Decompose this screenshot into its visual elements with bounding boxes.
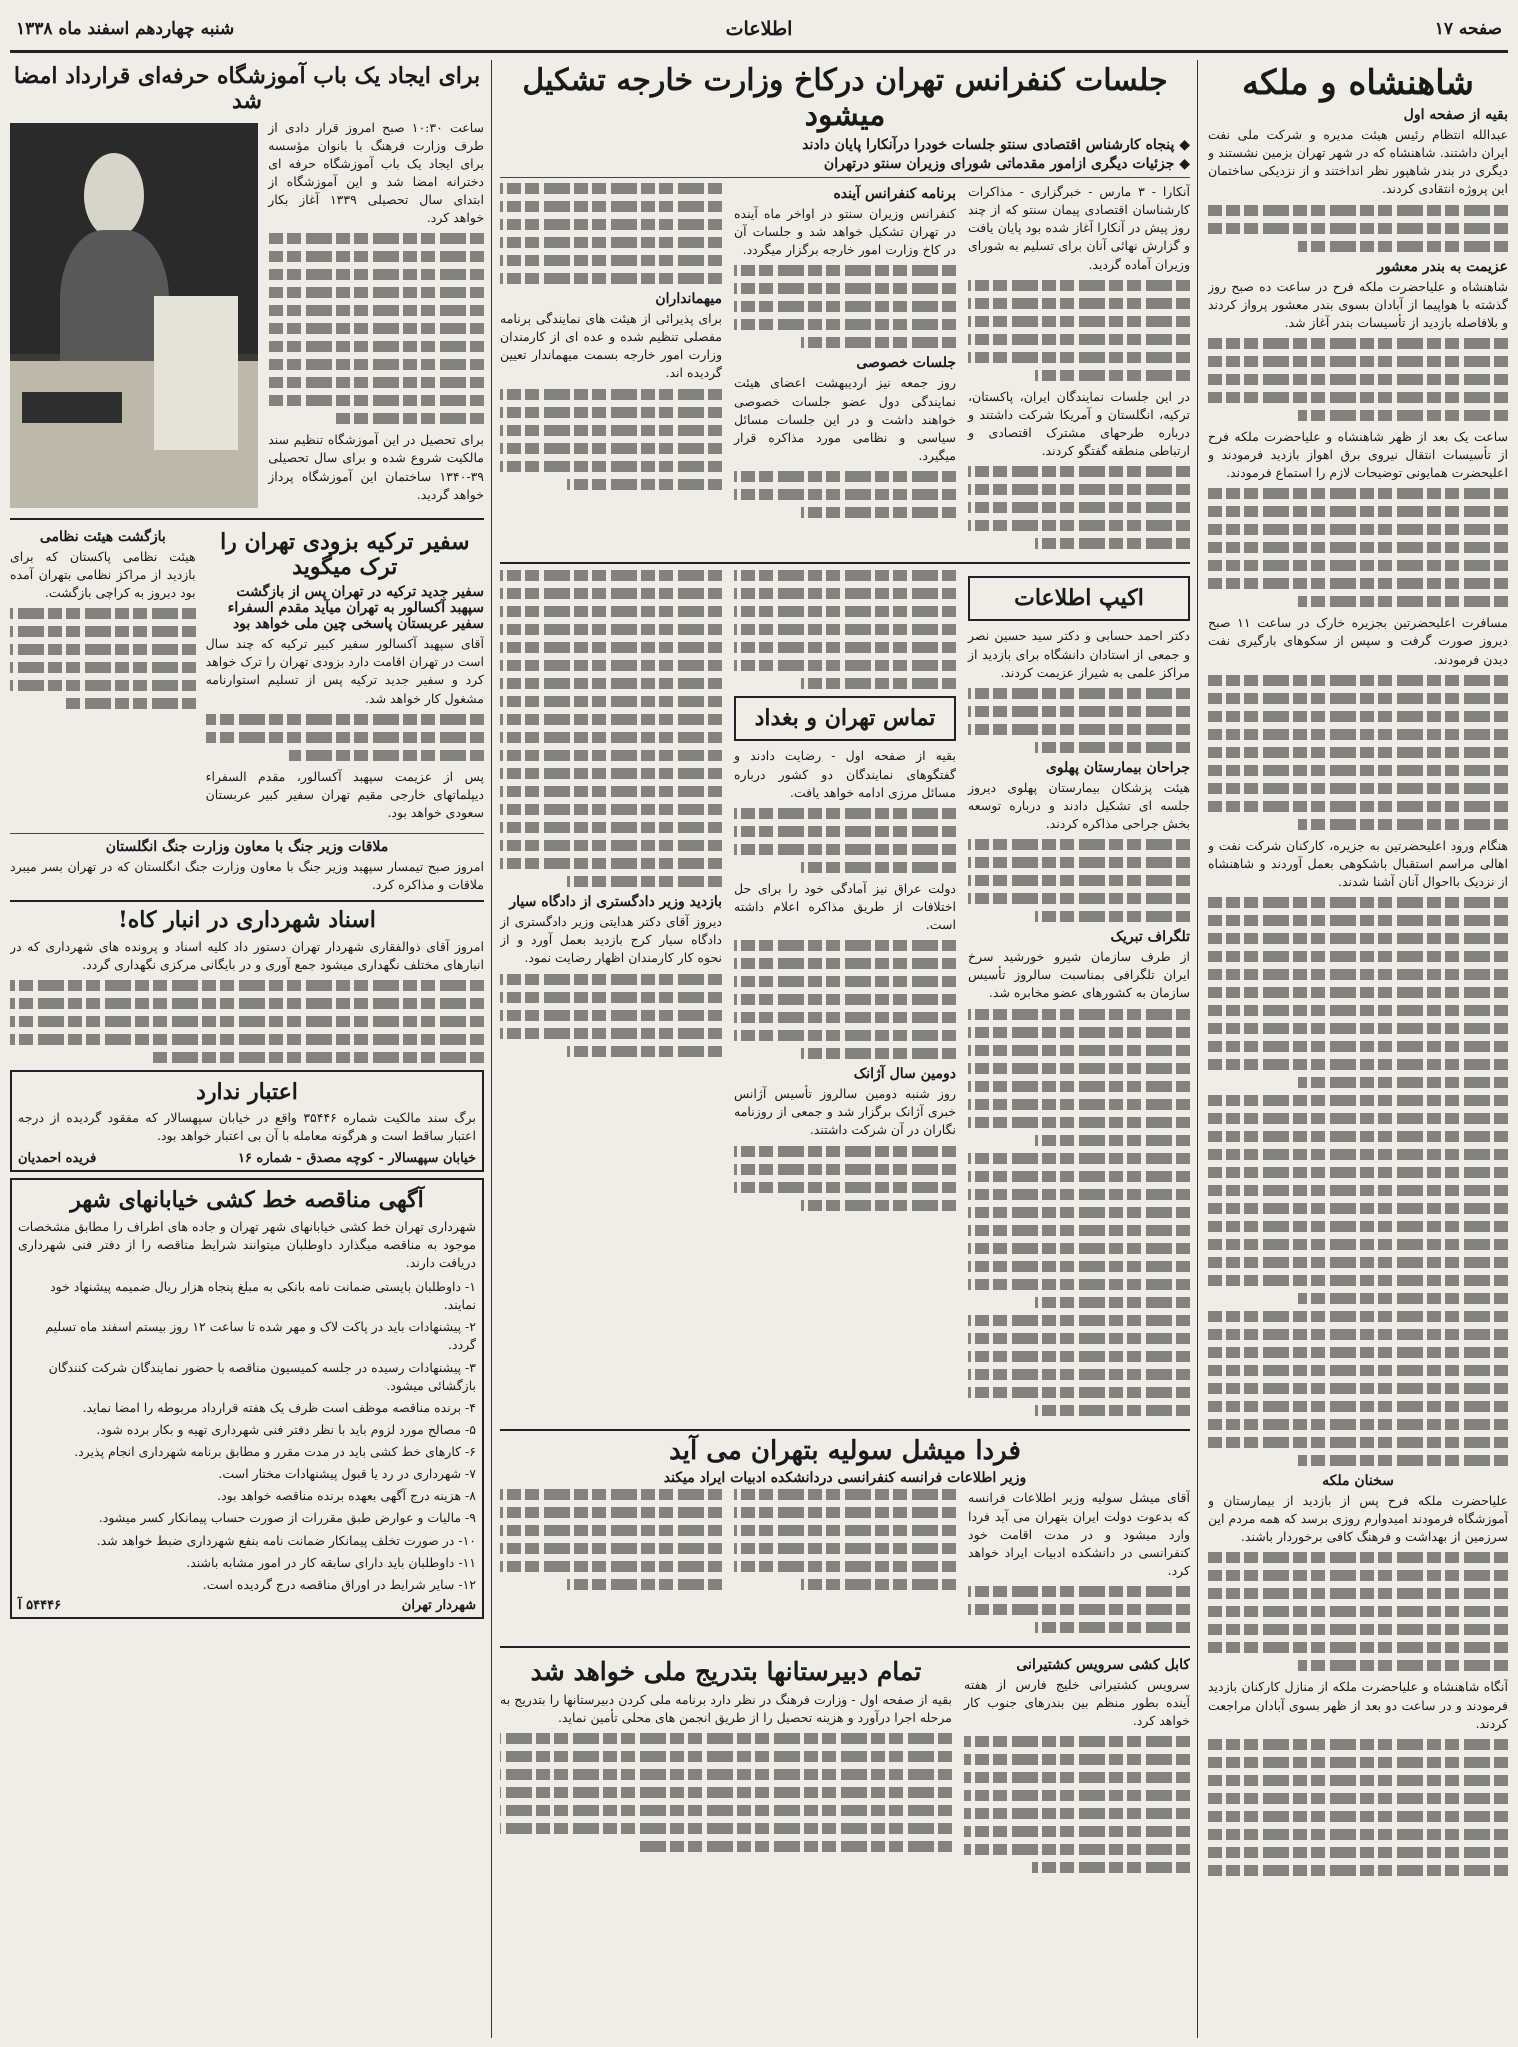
subheading: برنامه کنفرانس آینده <box>833 186 956 202</box>
subheading: میهمانداران <box>655 291 722 307</box>
photo-wrapper <box>10 119 258 512</box>
article-paragraph: روز شنبه دومین سالروز تأسیس آژانس خبری آژانک برگزار شد و جمعی از روزنامه نگاران در آن شرکت داشتند. <box>734 1086 956 1138</box>
continued-note: بقیه از صفحه اول <box>1403 107 1508 124</box>
article-paragraph: برگ سند مالکیت شماره ۳۵۴۴۶ واقع در خیابان سپهسالار که مفقود گردیده از درجه اعتبار ساقط است و هرگونه معامله با آن بی اعتبار خواهد بود. <box>18 1110 476 1144</box>
headline-soulie-visit: فردا میشل سولیه بتهران می آید <box>669 1435 1021 1466</box>
article-paragraph: دولت عراق نیز آمادگی خود را برای حل اختلافات از طریق مذاکره اعلام داشته است. <box>734 880 956 933</box>
tender-item: ۲- پیشنهادات باید در پاکت لاک و مهر شده تا ساعت ۱۲ روز بیستم اسفند ماه تسلیم گردد. <box>45 1319 476 1353</box>
box-tehran-baghdad <box>734 696 956 741</box>
tender-item: ۱۰- در صورت تخلف پیمانکار ضمانت نامه بنفع شهرداری ضبط خواهد شد. <box>96 1532 476 1548</box>
article-paragraph: مسافرت اعلیحضرتین بجزیره خارک در ساعت ۱۱ صبح دیروز صورت گرفت و سپس از سکوهای بارگیری نفت دیدن فرمودند. <box>1208 615 1508 667</box>
tender-item: ۱۱- داوطلبان باید دارای سابقه کار در امور مشابه باشند. <box>186 1554 476 1570</box>
article-paragraph: بقیه از صفحه اول - وزارت فرهنگ در نظر دارد برنامه ملی کردن دبیرستانها را بتدریج به مرحله اجرا درآورد و هزینه تحصیل را از طریق انجمن های محلی تأمین نماید. <box>500 1691 952 1725</box>
tender-item: ۹- مالیات و عوارض طبق مقررات از صورت حساب پیمانکار کسر میشود. <box>98 1510 476 1526</box>
article-column <box>206 526 484 828</box>
box-tender-notice <box>10 1178 484 1619</box>
article-paragraph: هنگام ورود اعلیحضرتین به جزیره، کارکنان شرکت نفت و اهالی مراسم استقبال باشکوهی بعمل آوردند و شاهنشاه از نزدیک بااحوال آنان آشنا شدند. <box>1208 837 1508 889</box>
article-paragraph: پس از عزیمت سپهبد آکسالور، مقدم السفراء دیپلماتهای خارجی مقیم تهران سفیر کبیر عربستان سعودی خواهد بود. <box>205 768 484 820</box>
article-column <box>500 1489 722 1640</box>
tender-item: ۴- برنده مناقصه موظف است ظرف یک هفته قرارداد مربوطه را امضا نماید. <box>82 1399 476 1415</box>
issue-date: شنبه چهاردهم اسفند ماه ۱۳۳۸ <box>16 19 235 39</box>
article-paragraph: ساعت یک بعد از ظهر شاهنشاه و علیاحضرت ملکه فرح از تأسیسات انتقال نیروی برق اهواز بازدید فرمودند و اعلیحضرت همایونی توضیحات لازم را استماع فرمودند. <box>1208 428 1508 481</box>
ad-code: ۵۴۴۴۶ آ <box>18 1597 62 1613</box>
article-paragraph: هیئت پزشکان بیمارستان پهلوی دیروز جلسه ای تشکیل دادند و درباره توسعه بخش جراحی مذاکره کردند. <box>968 779 1190 832</box>
article-paragraph: آنگاه شاهنشاه و علیاحضرت ملکه از منازل کارکنان بازدید فرمودند و در ساعت دو بعد از ظهر بسوی آبادان مراجعت کردند. <box>1208 1679 1508 1731</box>
article-paragraph: علیاحضرت ملکه فرح پس از بازدید از بیمارستان و آموزشگاه فرمودند امیدوارم روزی برسد که همه مردم این سرزمین از بهداشت و فرهنگ کافی برخوردار باشند. <box>1208 1493 1508 1545</box>
article-paragraph: سرویس کشتیرانی خلیج فارس از هفته آینده بطور منظم بین بندرهای جنوب کار خواهد کرد. <box>964 1677 1190 1729</box>
article-paragraph: هیئت نظامی پاکستان که برای بازدید از مراکز نظامی بتهران آمده بود دیروز به کراچی بازگشت. <box>10 548 196 600</box>
box-invalid-deed <box>10 1070 484 1173</box>
tender-item: ۷- شهرداری در رد یا قبول پیشنهادات مختار است. <box>218 1466 476 1482</box>
column-vocational-school <box>10 60 484 2038</box>
article-paragraph: امروز صبح تیمسار سپهبد وزیر جنگ با معاون وزارت جنگ انگلستان که در تهران بسر میبرد ملاقات و مذاکره کرد. <box>10 859 484 893</box>
news-photo <box>10 123 258 508</box>
tender-item: ۱- داوطلبان بایستی ضمانت نامه بانکی به مبلغ پنجاه هزار ریال ضمیمه پیشنهاد خود نمایند. <box>50 1279 476 1313</box>
article-column <box>968 1489 1190 1640</box>
article-column <box>10 526 196 828</box>
article-paragraph: آقای میشل سولیه وزیر اطلاعات فرانسه که بدعوت دولت ایران بتهران می آید فردا وارد میشود و در مدت اقامت خود کنفرانسی در دانشکده ادبیات ایراد خواهد کرد. <box>968 1490 1190 1578</box>
article-column <box>268 119 484 512</box>
tender-item: ۱۲- سایر شرایط در اوراق مناقصه درج گردیده است. <box>202 1576 476 1592</box>
signature-line <box>18 1151 476 1166</box>
article-paragraph: برای پذیرائی از هیئت های نمایندگی برنامه مفصلی تنظیم شده و عده ای از کارمندان وزارت امور خارجه بسمت میهماندار تعیین گردیده اند. <box>500 311 722 381</box>
article-paragraph: روز جمعه نیز اردیبهشت اعضای هیئت نمایندگی دول عضو جلسات خصوصی خواهند داشت و در این جلسات مسائل سیاسی و نظامی مورد مذاکره قرار میگیرد. <box>734 375 956 463</box>
deck-line: سفیر جدید ترکیه در تهران پس از بازگشت سپهبد آکسالور به تهران میآید مقدم السفراء سفیر عربستان پاسخی چین ملی خواهد بود <box>227 584 484 633</box>
article-paragraph: در این جلسات نمایندگان ایران، پاکستان، ترکیه، انگلستان و آمریکا شرکت داشتند و درباره طرحهای مشترک اقتصادی و ارتباطی منطقه گفتگو کردند. <box>968 388 1190 458</box>
article-paragraph: دیروز آقای دکتر هدایتی وزیر دادگستری از دادگاه سیار کرج بازدید بعمل آورد و از نحوه کار کارمندان اظهار رضایت نمود. <box>500 914 722 966</box>
headline-turkish-ambassador: سفیر ترکیه بزودی تهران را ترک میگوید <box>220 528 470 580</box>
article-paragraph: شهرداری تهران خط کشی خیابانهای شهر تهران و جاده های اطراف را مطابق مشخصات موجود به مناقصه میگذارد داوطلبان میتوانند شرایط مناقصه را از دفتر فنی شهرداری دریافت دارند. <box>18 1218 476 1270</box>
article-column <box>500 570 722 1422</box>
headline-invalid-deed: اعتبار ندارد <box>196 1078 298 1105</box>
headline-tehran-baghdad: تماس تهران و بغداد <box>754 705 936 732</box>
page-number: صفحه ۱۷ <box>1434 19 1502 39</box>
article-paragraph: از طرف سازمان شیرو خورشید سرخ ایران تلگرافی بمناسبت سالروز تأسیس سازمان به کشورهای عضو مخابره شد. <box>968 949 1190 1001</box>
newspaper-page <box>10 8 1508 2038</box>
subheading: ملاقات وزیر جنگ با معاون وزارت جنگ انگلستان <box>105 839 389 856</box>
article-paragraph: امروز آقای ذوالفقاری شهردار تهران دستور داد کلیه اسناد و پرونده های شهرداری که در انبارهای مختلف نگهداری میشود جمع آوری و در بایگانی مرکزی نگهداری گردد. <box>10 938 484 972</box>
photo-caption: برای تحصیل در این آموزشگاه تنظیم سند مالکیت شروع شده و برای سال تحصیلی ۳۹-۱۳۴۰ ساختمان این آموزشگاه پرداز خواهد گردید. <box>268 432 484 502</box>
article-paragraph: دکتر احمد حسابی و دکتر سید حسین نصر و جمعی از استادان دانشگاه برای بازدید از مراکز علمی به شیراز عزیمت کردند. <box>968 628 1190 680</box>
subheading: جلسات خصوصی <box>856 355 956 372</box>
tender-item: ۳- پیشنهادات رسیده در جلسه کمیسیون مناقصه با حضور نمایندگان شرکت کنندگان بازگشائی میشود. <box>48 1359 476 1393</box>
column-divider <box>1197 60 1198 2038</box>
article-column <box>500 1654 952 1880</box>
subheading: تلگراف تبریک <box>1110 929 1190 946</box>
article-column <box>500 183 722 556</box>
headline-ekip: اکیپ اطلاعات <box>1014 585 1144 612</box>
article-paragraph: کنفرانس وزیران سنتو در اواخر ماه آینده در تهران تشکیل خواهد شد و جلسات آن در کاخ وزارت امور خارجه برگزار میگردد. <box>734 206 956 258</box>
tender-item: ۵- مصالح مورد لزوم باید با نظر دفتر فنی شهرداری تهیه و بکار برده شود. <box>96 1421 476 1437</box>
headline-cento-conference: جلسات کنفرانس تهران درکاخ وزارت خارجه تشکیل میشود <box>522 63 1168 133</box>
signature-line <box>18 1598 476 1613</box>
headline-municipal-docs: اسناد شهرداری در انبار کاه! <box>118 907 376 934</box>
article-paragraph: ساعت ۱۰:۳۰ صبح امروز قرار دادی از طرف وزارت فرهنگ با بانوان مؤسسه برای ایجاد یک باب آموزشگاه حرفه ای دخترانه امضا شد و این آموزشگاه از ابتدای سال تحصیلی ۱۳۳۹ آغاز بکار خواهد کرد. <box>268 119 484 226</box>
article-paragraph: عبدالله انتظام رئیس هیئت مدیره و شرکت ملی نفت ایران داشتند. شاهنشاه که در شهر تهران بزمین نشستند و دیگری در بندر شاهپور نظر انداختند و از نزدیکی ساختمان این پروژه انتقادی کردند. <box>1208 127 1508 197</box>
paper-name: اطلاعات <box>725 18 793 40</box>
tender-item: ۶- کارهای خط کشی باید در مدت مقرر و مطابق برنامه شهرداری انجام پذیرد. <box>74 1444 476 1460</box>
subheading: کابل کشی سرویس کشتیرانی <box>1016 1657 1190 1674</box>
article-column <box>734 1489 956 1640</box>
deck-line: وزیر اطلاعات فرانسه کنفرانسی دردانشکده ادبیات ایراد میکند <box>663 1470 1027 1487</box>
subheading: بازگشت هیئت نظامی <box>39 528 166 545</box>
column-cento-conference <box>500 60 1190 2038</box>
subheading: عزیمت به بندر معشور <box>1377 258 1508 275</box>
column-divider <box>491 60 492 2038</box>
deck-line: ◆ پنجاه کارشناس اقتصادی سنتو جلسات خودرا درآنکارا پایان دادند <box>500 137 1190 153</box>
article-column <box>968 183 1190 556</box>
article-paragraph: آقای سپهبد آکسالور سفیر کبیر ترکیه که چند سال است در تهران اقامت دارد بزودی تهران را ترک خواهد کرد و سفیر جدید ترکیه پس از تسلیم استوارنامه مشغول کار خواهد شد. <box>205 636 484 706</box>
article-column <box>734 570 956 1422</box>
tender-item: ۸- هزینه درج آگهی بعهده برنده مناقصه خواهد بود. <box>217 1488 476 1504</box>
headline-royal-visit: شاهنشاه و ملکه <box>1241 63 1475 103</box>
article-paragraph: آنکارا - ۳ مارس - خبرگزاری - مذاکرات کارشناسان اقتصادی پیمان سنتو که از چند روز پیش در آنکارا آغاز شده بود پایان یافت و گزارش نهائی آنان برای تسلیم به شورای وزیران آماده گردید. <box>968 184 1190 272</box>
subheading: سخنان ملکه <box>1322 1473 1394 1490</box>
article-paragraph: بقیه از صفحه اول - رضایت دادند و گفتگوهای نمایندگان دو کشور درباره مسائل مرزی ادامه خواهد یافت. <box>734 748 956 800</box>
article-column <box>734 183 956 556</box>
subheading: بازدید وزیر دادگستری از دادگاه سیار <box>509 894 722 911</box>
tender-items-list <box>18 1278 476 1594</box>
deck-line: ◆ جزئیات دیگری ازامور مقدماتی شورای وزیران سنتو درتهران <box>500 156 1190 172</box>
box-ekip-ettelaat <box>968 576 1190 621</box>
column-royal-visit <box>1208 60 1508 2038</box>
address: خیابان سپهسالار - کوچه مصدق - شماره ۱۶ <box>237 1151 476 1167</box>
headline-high-schools: تمام دبیرستانها بتدریج ملی خواهد شد <box>530 1657 922 1687</box>
signer-title: شهردار تهران <box>401 1597 476 1613</box>
masthead <box>10 8 1508 53</box>
headline-vocational-school: برای ایجاد یک باب آموزشگاه حرفه‌ای قرارداد امضا شد <box>13 63 481 115</box>
subheading: جراحان بیمارستان پهلوی <box>1045 759 1190 776</box>
signer-name: فریده احمدیان <box>18 1151 97 1167</box>
subheading: دومین سال آژانک <box>853 1066 956 1083</box>
article-paragraph: شاهنشاه و علیاحضرت ملکه فرح در ساعت ده صبح روز گذشته با هواپیما از آبادان بسوی بندر معشور پرواز کردند و بلافاصله بازدید از تأسیسات بندر آغاز شد. <box>1208 278 1508 330</box>
article-column <box>964 1654 1190 1880</box>
headline-tender-notice: آگهی مناقصه خط کشی خیابانهای شهر <box>70 1187 424 1214</box>
article-column <box>968 570 1190 1422</box>
